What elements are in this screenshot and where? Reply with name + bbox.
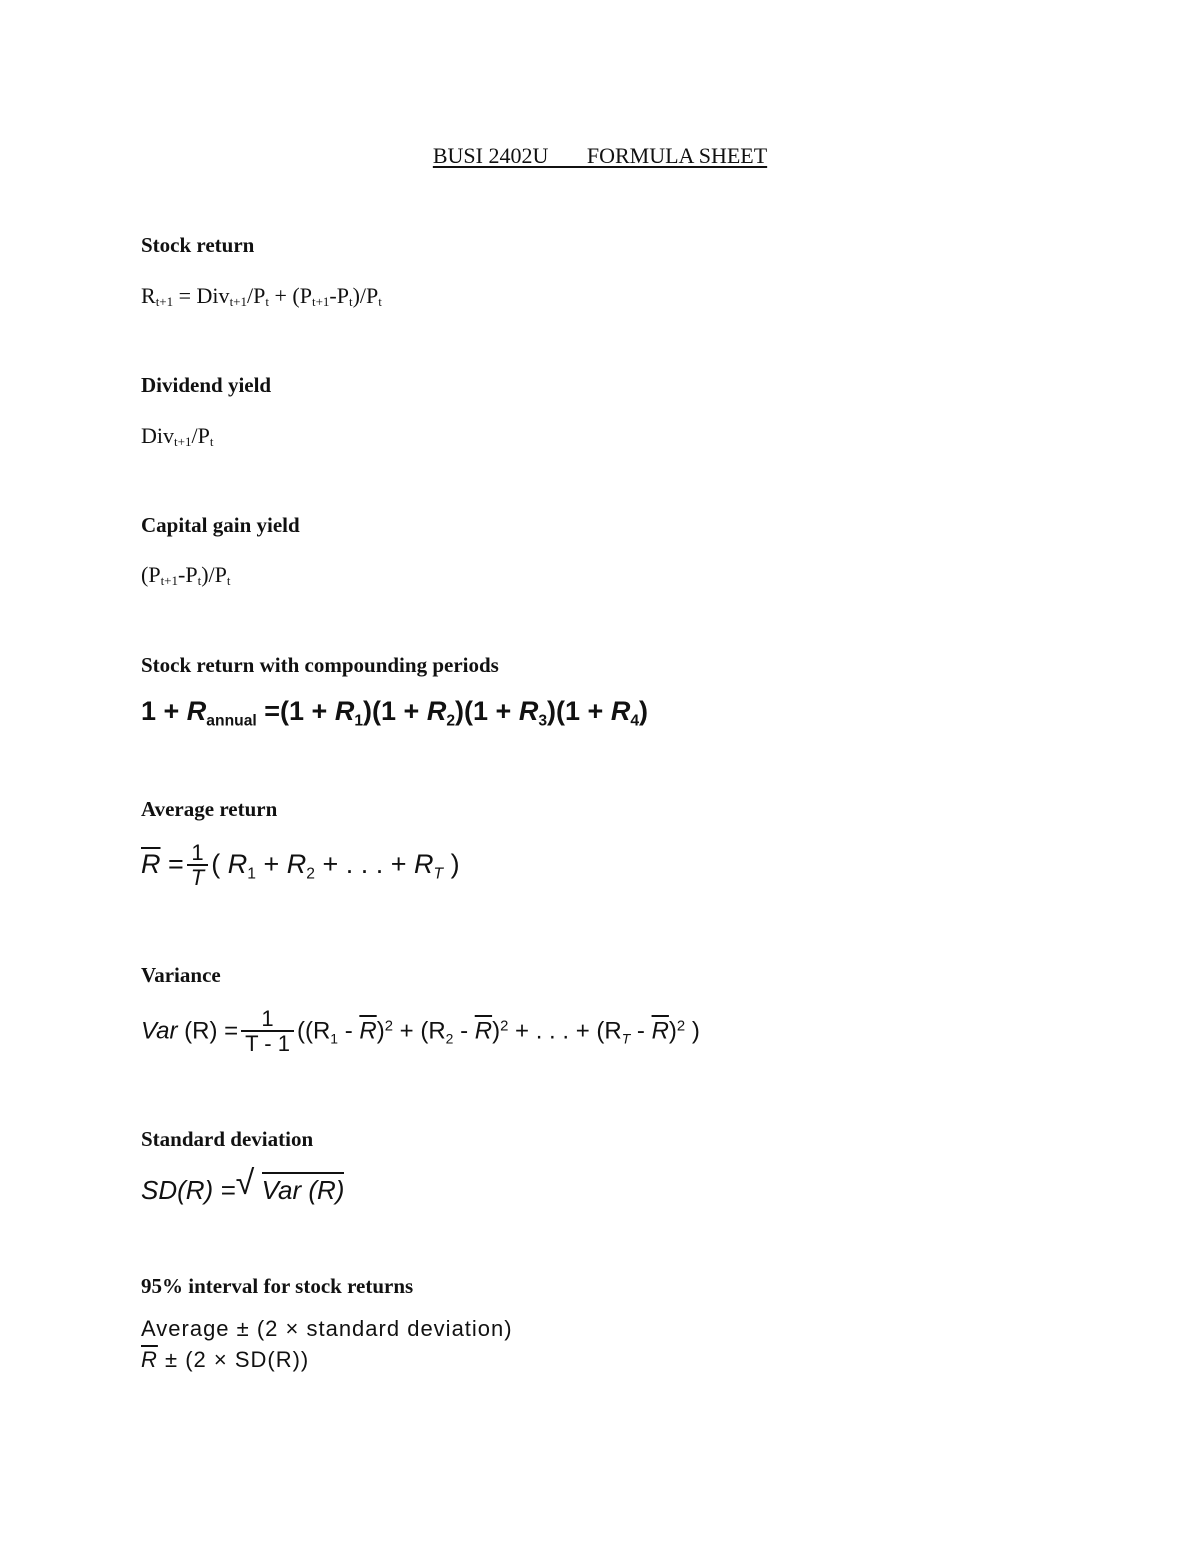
formula-compounding: $1 + R_{annual} =(1 + R_1)(1 + R_2)(1 + R_3)(1 + R_4)$ bbox=[141, 696, 649, 730]
page-title: BUSI 2402U FORMULA SHEET bbox=[432, 143, 768, 168]
heading-average-return: Average return bbox=[141, 797, 278, 821]
heading-interval: 95% interval for stock returns bbox=[141, 1274, 414, 1298]
radical-sign: √ bbox=[235, 1164, 255, 1202]
heading-compounding: Stock return with compounding periods bbox=[141, 653, 499, 677]
heading-capital-gain-yield: Capital gain yield bbox=[141, 513, 300, 537]
interval-line-1: Average ± (2 × standard deviation) bbox=[141, 1316, 513, 1341]
heading-standard-deviation: Standard deviation bbox=[141, 1127, 314, 1151]
formula-standard-deviation: SD(R) = √ Var (R) bbox=[141, 1164, 345, 1205]
formula-variance: Var (R) = $\frac{1}{T - 1}$ ($(R_1 - \overline{R})^2 + (R_2 - \overline{R})^2$ + . . . + $(R_T - \overline{R})^2$ ) bbox=[141, 1006, 700, 1056]
interval-line-2: $\overline{R} \pm (2 \times SD(R))$ bbox=[141, 1347, 310, 1372]
formula-stock-return: $R_{t+1} = Div_{t+1}/P_t + (P_{t+1}-P_t)/P_t$ bbox=[141, 283, 382, 309]
heading-variance: Variance bbox=[141, 963, 221, 987]
formula-average-return: $\overline{R}$ = $\frac{1}{T}$ ( $R_1 + R_2$ + . . . + $R_T$ ) bbox=[141, 840, 460, 890]
formula-dividend-yield: $Div_{t+1}/P_t$ bbox=[141, 423, 214, 449]
heading-dividend-yield: Dividend yield bbox=[141, 373, 272, 397]
formula-capital-gain-yield: $(P_{t+1}-P_t)/P_t$ bbox=[141, 562, 231, 588]
heading-stock-return: Stock return bbox=[141, 233, 255, 257]
